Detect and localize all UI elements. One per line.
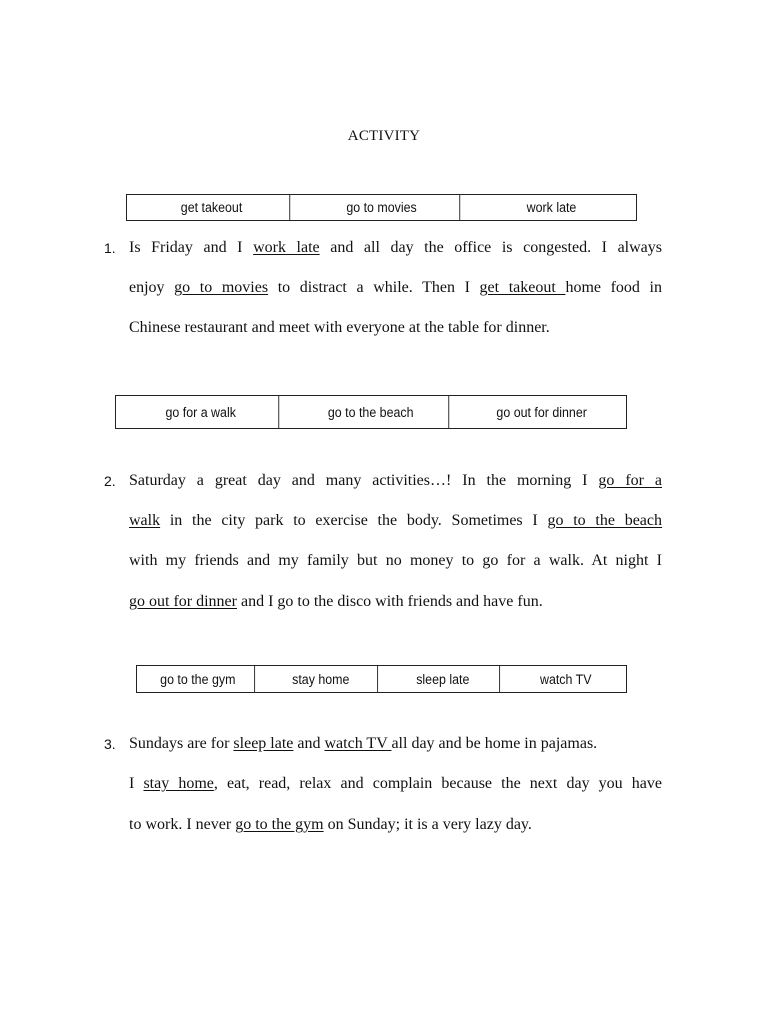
text-segment: in the city park to exercise the body. Sometimes I <box>160 512 548 529</box>
word-box-cell: go to the gym <box>142 666 255 692</box>
underlined-phrase: go out for dinner <box>129 593 237 610</box>
text-segment: all day and be home in pajamas. <box>391 735 598 752</box>
word-box-cell: go for a walk <box>123 396 280 428</box>
underlined-phrase: go to the gym <box>235 816 324 833</box>
word-box-cell: go to movies <box>304 195 460 220</box>
paragraph-line <box>129 318 662 338</box>
underlined-phrase: walk <box>129 512 161 529</box>
text-segment: with my friends and my family but no money to go for a walk. At night I <box>129 552 662 569</box>
word-box-cell: go to the beach <box>293 396 450 428</box>
word-box-cell: get takeout <box>134 195 290 220</box>
word-box-cell: watch TV <box>539 671 592 687</box>
word-box <box>126 194 637 221</box>
paragraph-line <box>129 774 662 794</box>
text-segment: Saturday a great day and many activities…! In the morning I <box>129 472 599 489</box>
page-title: ACTIVITY <box>347 128 421 144</box>
underlined-phrase: sleep late <box>233 735 294 752</box>
item-number: 3. <box>104 736 116 752</box>
text-segment: and I go to the disco with friends and have fun. <box>236 593 543 610</box>
underlined-phrase: stay home <box>143 775 214 792</box>
underlined-phrase: watch TV <box>324 735 392 752</box>
underlined-phrase: get takeout <box>479 279 566 296</box>
paragraph-line <box>129 734 662 754</box>
paragraph-line <box>129 592 662 612</box>
underlined-phrase: go to movies <box>174 279 269 296</box>
paragraph-line <box>129 815 662 835</box>
paragraph-line <box>129 278 662 298</box>
word-box <box>115 395 627 429</box>
underlined-phrase: work late <box>253 239 320 256</box>
text-segment: Chinese restaurant and meet with everyone at the table for dinner. <box>129 319 550 336</box>
text-segment: and all day the office is congested. I always <box>319 239 662 256</box>
text-segment: on Sunday; it is a very lazy day. <box>323 816 532 833</box>
word-box-cell: go out for dinner <box>496 404 587 420</box>
text-segment: home food in <box>565 279 663 296</box>
paragraph-line <box>129 511 662 531</box>
text-segment: and <box>293 735 325 752</box>
word-box <box>136 665 627 693</box>
text-segment: to distract a while. Then I <box>268 279 480 296</box>
text-segment: to work. I never <box>129 816 236 833</box>
text-segment: Is Friday and I <box>129 239 254 256</box>
text-segment: enjoy <box>129 279 175 296</box>
item-number: 2. <box>104 473 116 489</box>
paragraph-line <box>129 471 662 491</box>
word-box-cell: stay home <box>264 666 377 692</box>
paragraph-line <box>129 551 662 571</box>
word-box-cell: sleep late <box>387 666 500 692</box>
text-segment: , eat, read, relax and complain because the next day you have <box>213 775 663 792</box>
underlined-phrase: go for a <box>598 472 662 489</box>
paragraph-line <box>129 238 662 258</box>
text-segment: Sundays are for <box>129 735 234 752</box>
text-segment: I <box>129 775 144 792</box>
item-number: 1. <box>104 240 116 256</box>
word-box-cell: work late <box>526 200 577 215</box>
underlined-phrase: go to the beach <box>547 512 663 529</box>
